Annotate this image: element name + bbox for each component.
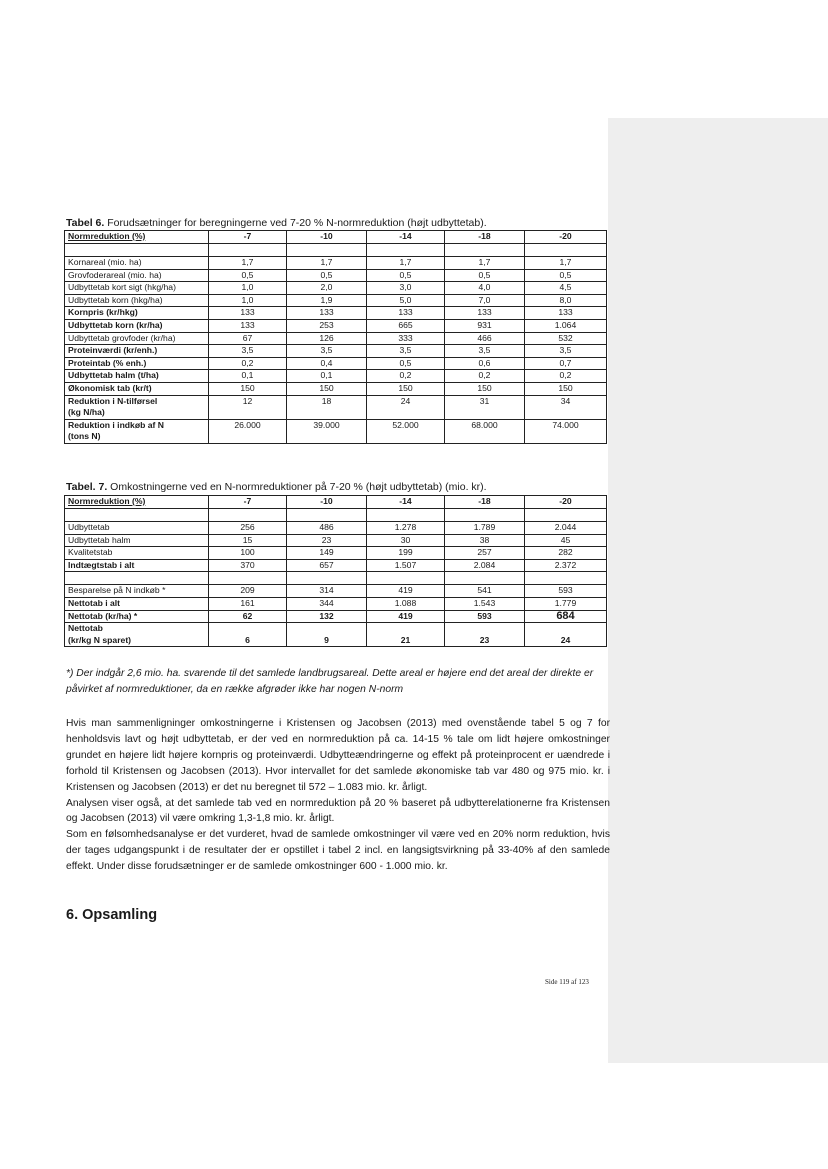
value-cell: 149: [287, 547, 367, 560]
value-cell: 21: [367, 623, 445, 647]
table-row: [65, 395, 607, 419]
value-cell: 62: [209, 610, 287, 623]
value-cell: 133: [525, 307, 607, 320]
table-row: [65, 319, 607, 332]
value-cell: 4,0: [445, 282, 525, 295]
value-cell: 7,0: [445, 294, 525, 307]
value-cell: 133: [209, 319, 287, 332]
header-cell: -14: [367, 231, 445, 244]
value-cell: 52.000: [367, 419, 445, 443]
value-cell: 0,2: [525, 370, 607, 383]
table6-caption: Tabel 6. Forudsætninger for beregningerne ved 7-20 % N-normreduktion (højt udbyttetab).: [66, 217, 487, 229]
row-label-line: Nettotab: [68, 623, 103, 634]
value-cell: 0,2: [445, 370, 525, 383]
empty-cell: [287, 572, 367, 585]
value-cell: 1,7: [525, 257, 607, 270]
value-cell: 0,5: [367, 357, 445, 370]
row-label: Udbyttetab korn (hkg/ha): [65, 294, 209, 307]
value-cell: 18: [287, 395, 367, 419]
value-cell: 150: [209, 382, 287, 395]
value-cell: 931: [445, 319, 525, 332]
value-cell: 15: [209, 534, 287, 547]
value-cell: 486: [287, 522, 367, 535]
value-cell: 0,5: [287, 269, 367, 282]
table6: [64, 230, 607, 444]
table-row: [65, 307, 607, 320]
value-cell: 1,7: [287, 257, 367, 270]
value-cell: 1.543: [445, 597, 525, 610]
value-cell: 31: [445, 395, 525, 419]
empty-cell: [65, 244, 209, 257]
value-cell: 0,5: [525, 269, 607, 282]
value-cell: 684: [525, 610, 607, 623]
row-label: Besparelse på N indkøb *: [65, 585, 209, 598]
row-label-line: (kg N/ha): [68, 407, 105, 418]
value-cell: 2,0: [287, 282, 367, 295]
table7: [64, 495, 607, 647]
row-label: [65, 395, 209, 419]
empty-cell: [367, 244, 445, 257]
value-cell: 1,9: [287, 294, 367, 307]
value-cell: 541: [445, 585, 525, 598]
value-cell: 257: [445, 547, 525, 560]
row-label: Udbyttetab halm: [65, 534, 209, 547]
row-label: Udbyttetab halm (t/ha): [65, 370, 209, 383]
table-row: [65, 357, 607, 370]
value-cell: 23: [445, 623, 525, 647]
body-text: [66, 716, 610, 875]
empty-cell: [525, 572, 607, 585]
value-cell: 133: [209, 307, 287, 320]
table-row: [65, 345, 607, 358]
value-cell: 593: [445, 610, 525, 623]
table-row: [65, 257, 607, 270]
value-cell: 3,5: [287, 345, 367, 358]
header-cell: -7: [209, 496, 287, 509]
row-label-line: (kr/kg N sparet): [68, 634, 132, 645]
header-cell: -10: [287, 231, 367, 244]
value-cell: 5,0: [367, 294, 445, 307]
value-cell: 3,5: [525, 345, 607, 358]
value-cell: 0,7: [525, 357, 607, 370]
row-label: Udbyttetab kort sigt (hkg/ha): [65, 282, 209, 295]
value-cell: 150: [367, 382, 445, 395]
row-label: Nettotab i alt: [65, 597, 209, 610]
value-cell: 314: [287, 585, 367, 598]
row-label-line: (tons N): [68, 431, 101, 442]
table-header-row: [65, 496, 607, 509]
value-cell: 1,0: [209, 282, 287, 295]
value-cell: 3,5: [445, 345, 525, 358]
value-cell: 74.000: [525, 419, 607, 443]
table-row: [65, 559, 607, 572]
value-cell: 1.064: [525, 319, 607, 332]
row-label: Kornareal (mio. ha): [65, 257, 209, 270]
empty-cell: [445, 509, 525, 522]
table-spacer-row: [65, 572, 607, 585]
value-cell: 2.044: [525, 522, 607, 535]
value-cell: 0,1: [209, 370, 287, 383]
value-cell: 0,5: [367, 269, 445, 282]
paragraph: Analysen viser også, at det samlede tab ved en normreduktion på 20 % baseret på udbytterelationerne fra Kristensen og Jacobsen (2013) vil være omkring 1,3-1,8 mio. kr. årligt.: [66, 797, 610, 825]
value-cell: 4,5: [525, 282, 607, 295]
row-label-line: Reduktion i indkøb af N: [68, 419, 164, 430]
row-label: Nettotab (kr/ha) *: [65, 610, 209, 623]
page-number: Side 119 af 123: [545, 978, 589, 986]
value-cell: 68.000: [445, 419, 525, 443]
value-cell: 657: [287, 559, 367, 572]
empty-cell: [525, 244, 607, 257]
row-label: Udbyttetab grovfoder (kr/ha): [65, 332, 209, 345]
header-cell: -18: [445, 231, 525, 244]
value-cell: 419: [367, 585, 445, 598]
table-row: [65, 269, 607, 282]
value-cell: 1,7: [209, 257, 287, 270]
row-label: [65, 623, 209, 647]
value-cell: 256: [209, 522, 287, 535]
header-cell: -14: [367, 496, 445, 509]
value-cell: 150: [287, 382, 367, 395]
value-cell: 24: [525, 623, 607, 647]
empty-cell: [287, 509, 367, 522]
row-label: Proteinværdi (kr/enh.): [65, 345, 209, 358]
row-label: Indtægtstab i alt: [65, 559, 209, 572]
header-cell: -20: [525, 231, 607, 244]
section-heading: 6. Opsamling: [66, 907, 158, 923]
value-cell: 26.000: [209, 419, 287, 443]
header-cell: -20: [525, 496, 607, 509]
value-cell: 9: [287, 623, 367, 647]
row-label: Kornpris (kr/hkg): [65, 307, 209, 320]
value-cell: 3,5: [209, 345, 287, 358]
value-cell: 370: [209, 559, 287, 572]
table-row: [65, 597, 607, 610]
value-cell: 0,6: [445, 357, 525, 370]
table-row: [65, 623, 607, 647]
value-cell: 0,4: [287, 357, 367, 370]
table-row: [65, 332, 607, 345]
table-row: [65, 370, 607, 383]
value-cell: 282: [525, 547, 607, 560]
value-cell: 126: [287, 332, 367, 345]
value-cell: 6: [209, 623, 287, 647]
table-row: [65, 522, 607, 535]
header-cell: Normreduktion (%): [65, 496, 209, 509]
value-cell: 8,0: [525, 294, 607, 307]
value-cell: 209: [209, 585, 287, 598]
header-cell: -10: [287, 496, 367, 509]
value-cell: 12: [209, 395, 287, 419]
value-cell: 3,5: [367, 345, 445, 358]
empty-cell: [209, 509, 287, 522]
table-row: [65, 534, 607, 547]
value-cell: 150: [445, 382, 525, 395]
value-cell: 344: [287, 597, 367, 610]
row-label: Proteintab (% enh.): [65, 357, 209, 370]
value-cell: 253: [287, 319, 367, 332]
paragraph: Hvis man sammenligninger omkostningerne i Kristensen og Jacobsen (2013) med ovenstående tabel 5 og 7 for henholdsvis lavt og højt udbyttetab, er der ved en normreduktion på ca. 14-15 % tale om lidt højere omkostninger grundet en højere lidt højere kornpris og proteinværdi. Udbytteændringerne og effekt på proteinprocent er uændrede i forhold til Kristensen og Jacobsen (2013). Hvor intervallet for det samlede økonomiske tab var 480 og 975 mio. kr. i Kristensen og Jacobsen (2013) er det nu beregnet til 572 – 1.083 mio. kr. årligt.: [66, 718, 610, 793]
header-cell: -18: [445, 496, 525, 509]
value-cell: 1,7: [445, 257, 525, 270]
value-cell: 0,5: [445, 269, 525, 282]
empty-cell: [445, 572, 525, 585]
value-cell: 133: [287, 307, 367, 320]
value-cell: 2.372: [525, 559, 607, 572]
row-label-line: Reduktion i N-tilførsel: [68, 395, 158, 406]
row-label: Udbyttetab korn (kr/ha): [65, 319, 209, 332]
value-cell: 3,0: [367, 282, 445, 295]
value-cell: 30: [367, 534, 445, 547]
table-spacer-row: [65, 244, 607, 257]
value-cell: 1.278: [367, 522, 445, 535]
footnote: *) Der indgår 2,6 mio. ha. svarende til det samlede landbrugsareal. Dette areal er højere end det areal der direkte er påvirket af normreduktioner, da en række afgrøder ikke har nogen N-norm: [66, 668, 594, 695]
value-cell: 0,5: [209, 269, 287, 282]
value-cell: 132: [287, 610, 367, 623]
value-cell: 532: [525, 332, 607, 345]
value-cell: 593: [525, 585, 607, 598]
empty-cell: [65, 509, 209, 522]
value-cell: 0,1: [287, 370, 367, 383]
value-cell: 38: [445, 534, 525, 547]
table7-caption: Tabel. 7. Omkostningerne ved en N-normreduktioner på 7-20 % (højt udbyttetab) (mio. kr).: [66, 481, 487, 493]
empty-cell: [367, 509, 445, 522]
value-cell: 133: [367, 307, 445, 320]
empty-cell: [367, 572, 445, 585]
scan-shadow: [608, 118, 828, 1063]
table-row: [65, 585, 607, 598]
table-row: [65, 610, 607, 623]
value-cell: 466: [445, 332, 525, 345]
value-cell: 67: [209, 332, 287, 345]
value-cell: 1.779: [525, 597, 607, 610]
empty-cell: [525, 509, 607, 522]
empty-cell: [209, 572, 287, 585]
value-cell: 199: [367, 547, 445, 560]
value-cell: 665: [367, 319, 445, 332]
empty-cell: [445, 244, 525, 257]
value-cell: 34: [525, 395, 607, 419]
paragraph: Som en følsomhedsanalyse er det vurderet, hvad de samlede omkostninger vil være ved en 20% norm reduktion, hvis der tages udgangspunkt i de resultater der er opstillet i tabel 2 incl. en langsigtsvirkning på 33-40% af den samlede effekt. Under disse forudsætninger er de samlede omkostninger 600 - 1.000 mio. kr.: [66, 829, 610, 873]
table-spacer-row: [65, 509, 607, 522]
value-cell: 100: [209, 547, 287, 560]
value-cell: 150: [525, 382, 607, 395]
value-cell: 1.789: [445, 522, 525, 535]
row-label: Udbyttetab: [65, 522, 209, 535]
header-cell: Normreduktion (%): [65, 231, 209, 244]
value-cell: 419: [367, 610, 445, 623]
value-cell: 1.088: [367, 597, 445, 610]
table-row: [65, 282, 607, 295]
value-cell: 2.084: [445, 559, 525, 572]
table-row: [65, 419, 607, 443]
value-cell: 45: [525, 534, 607, 547]
value-cell: 0,2: [209, 357, 287, 370]
value-cell: 23: [287, 534, 367, 547]
table-row: [65, 547, 607, 560]
value-cell: 161: [209, 597, 287, 610]
header-cell: -7: [209, 231, 287, 244]
value-cell: 39.000: [287, 419, 367, 443]
value-cell: 1,0: [209, 294, 287, 307]
table-row: [65, 294, 607, 307]
row-label: Kvalitetstab: [65, 547, 209, 560]
row-label: [65, 419, 209, 443]
value-cell: 24: [367, 395, 445, 419]
row-label: Økonomisk tab (kr/t): [65, 382, 209, 395]
empty-cell: [65, 572, 209, 585]
table-row: [65, 382, 607, 395]
empty-cell: [287, 244, 367, 257]
row-label: Grovfoderareal (mio. ha): [65, 269, 209, 282]
value-cell: 1.507: [367, 559, 445, 572]
empty-cell: [209, 244, 287, 257]
value-cell: 0,2: [367, 370, 445, 383]
value-cell: 133: [445, 307, 525, 320]
table-header-row: [65, 231, 607, 244]
value-cell: 333: [367, 332, 445, 345]
value-cell: 1,7: [367, 257, 445, 270]
